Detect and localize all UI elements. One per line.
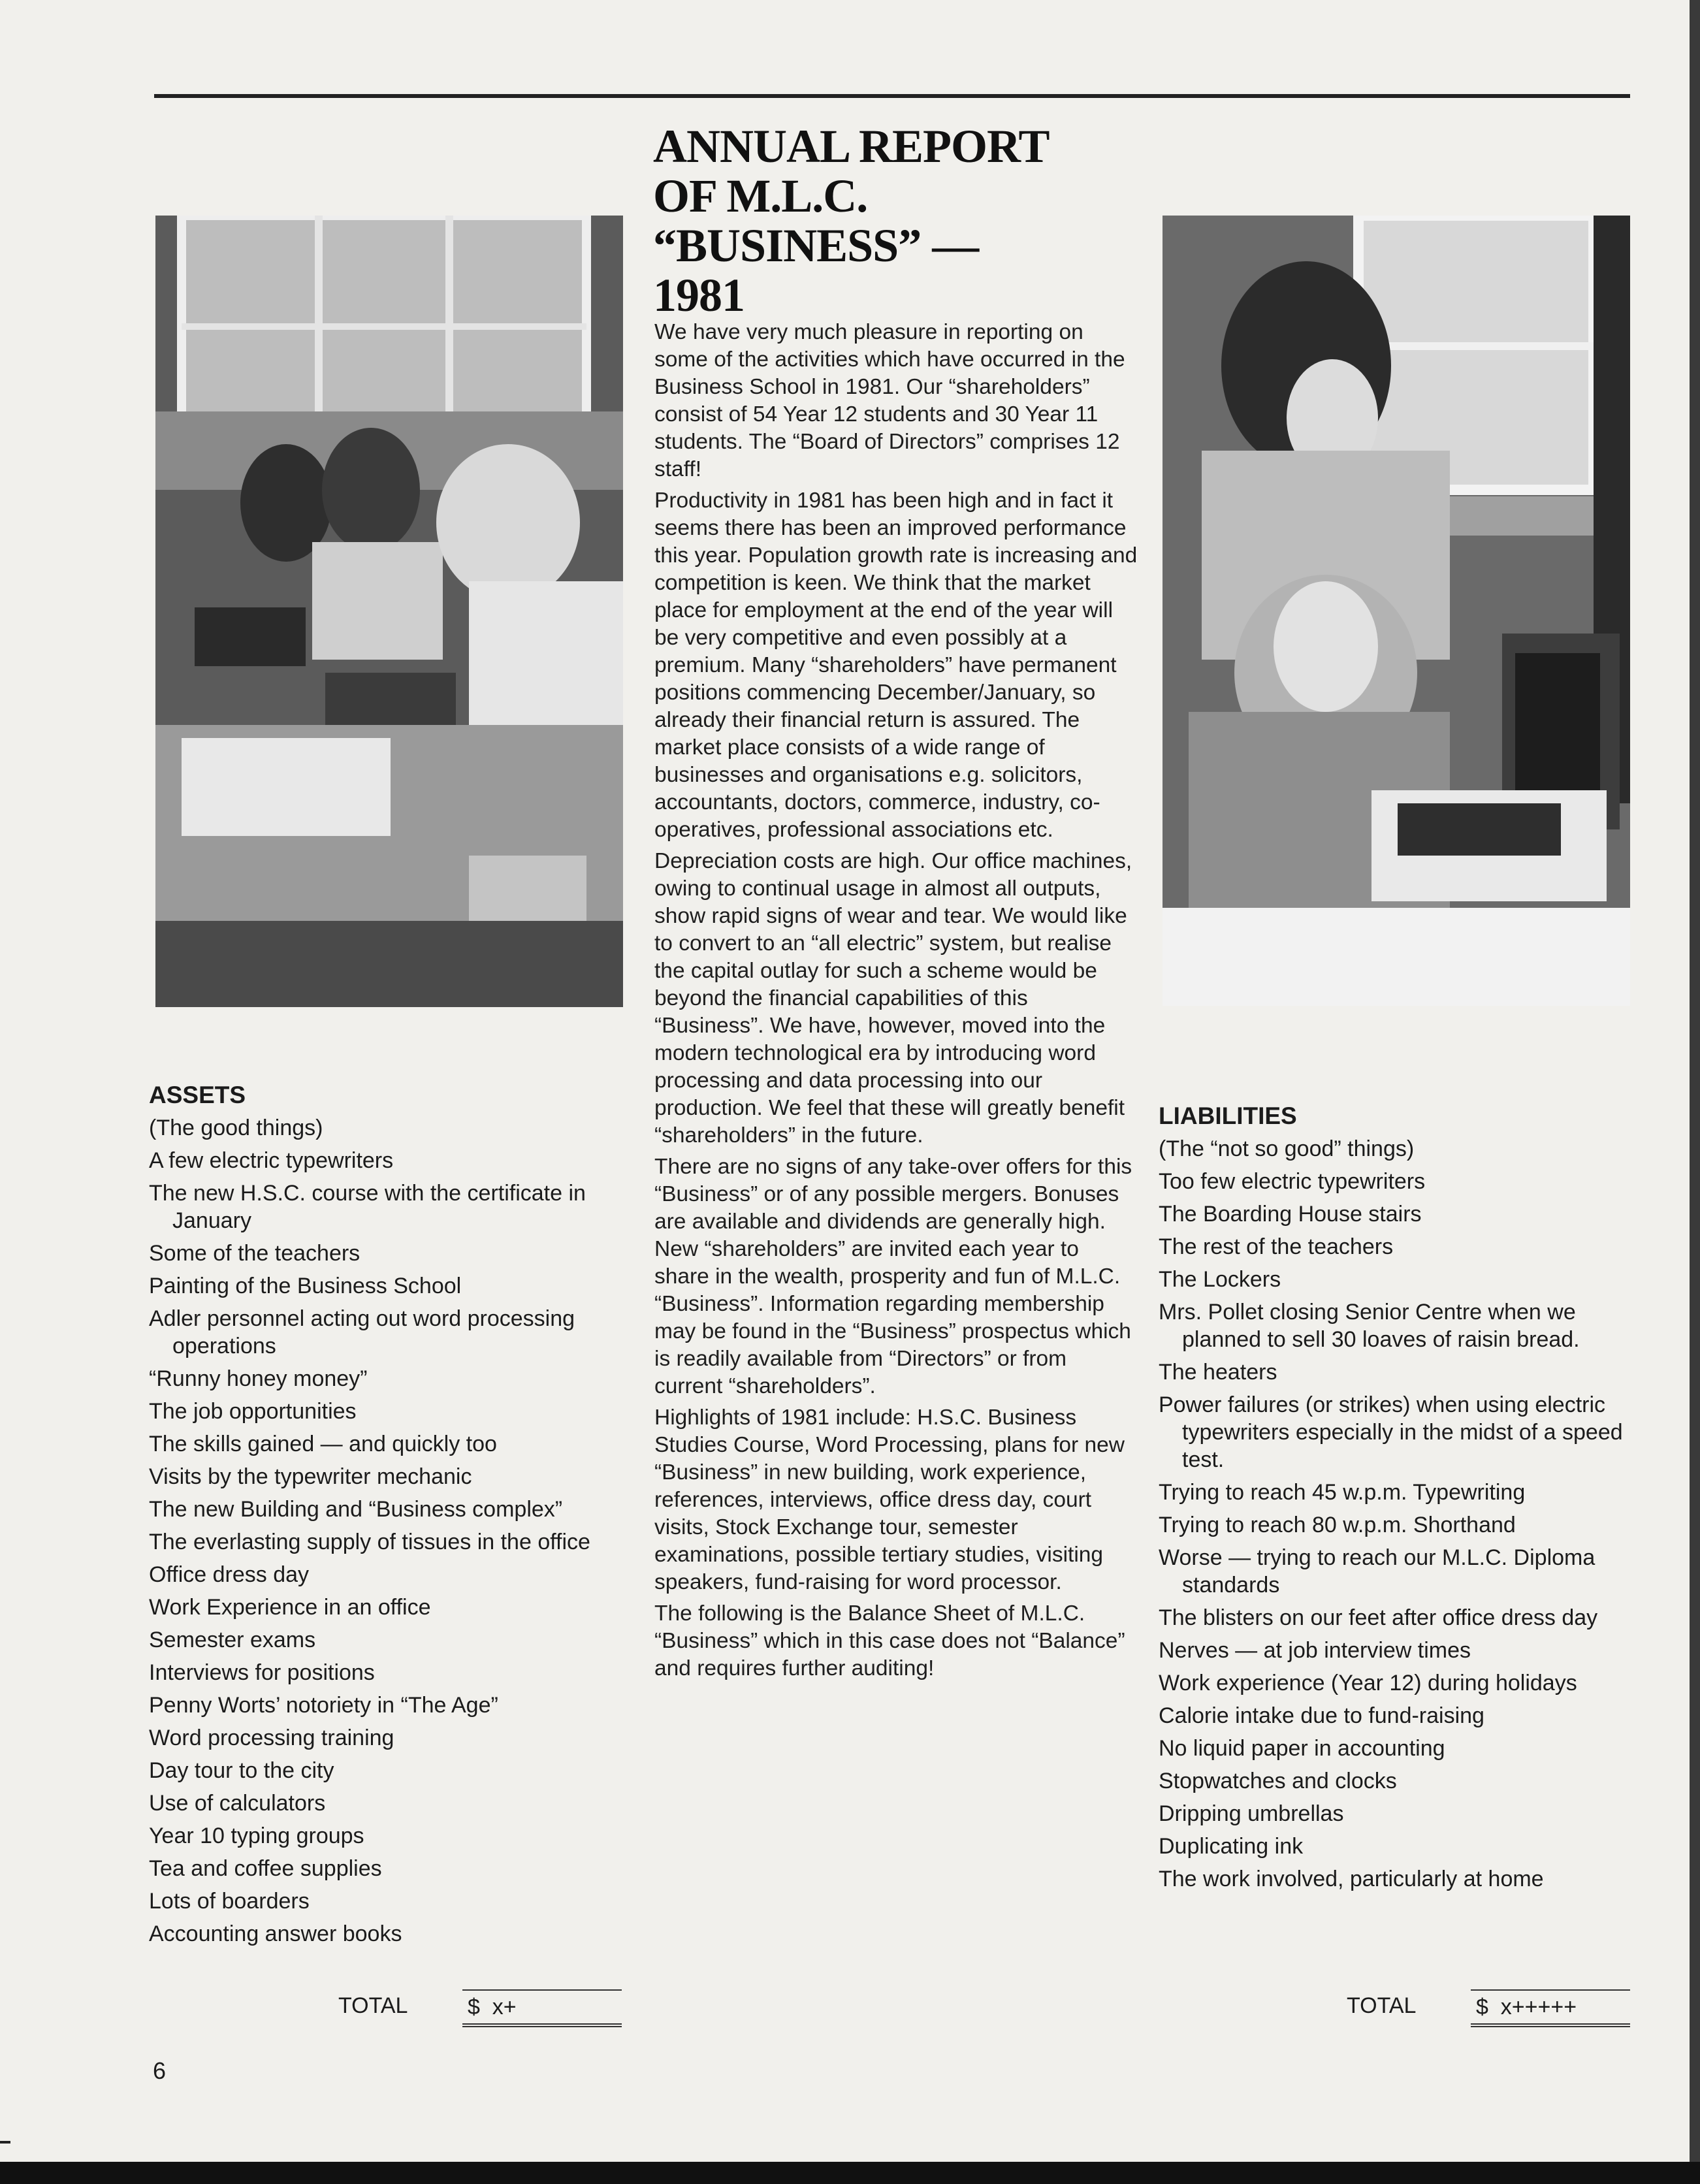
photo-word-processor: [1163, 216, 1630, 1006]
liabilities-total-label: TOTAL: [1347, 1993, 1417, 2018]
list-item: The job opportunities: [149, 1399, 357, 1424]
list-item: Tea and coffee supplies: [149, 1856, 382, 1881]
liabilities-total: [1347, 1989, 1634, 2029]
list-item: The heaters: [1159, 1360, 1277, 1385]
list-item: Visits by the typewriter mechanic: [149, 1464, 472, 1489]
list-item: Work experience (Year 12) during holidays: [1159, 1671, 1577, 1695]
body-paragraph: Productivity in 1981 has been high and in fact it seems there has been an improved performance this year. Population growth rate is increasing and competition is keen. We think that the market place for employment at the end of the year will be very competitive and even possibly at a premium. Many “shareholders” have permanent positions commencing December/January, so already their financial return is assured. The market place consists of a wide range of businesses and organisations e.g. solicitors, accountants, doctors, commerce, industry, co-operatives, professional associations etc.: [654, 489, 1138, 842]
liabilities-total-value: $ x+++++: [1476, 1995, 1577, 2019]
assets-list: [149, 1079, 626, 1953]
scan-bottom-border: [0, 2162, 1700, 2184]
top-rule: [154, 94, 1630, 98]
list-item: Semester exams: [149, 1628, 316, 1652]
list-item: Some of the teachers: [149, 1241, 361, 1266]
list-item: Power failures (or strikes) when using electric typewriters especially in the midst of a speed test.: [1159, 1392, 1623, 1472]
list-item: Mrs. Pollet closing Senior Centre when we planned to sell 30 loaves of raisin bread.: [1159, 1300, 1580, 1352]
list-item: Penny Worts’ notoriety in “The Age”: [149, 1693, 498, 1718]
list-item: (The “not so good” things): [1159, 1136, 1415, 1161]
list-item: The work involved, particularly at home: [1159, 1867, 1544, 1891]
list-item: (The good things): [149, 1116, 323, 1140]
assets-total-amount: [462, 1989, 622, 2027]
list-item: Office dress day: [149, 1562, 310, 1587]
list-item: Stopwatches and clocks: [1159, 1769, 1397, 1793]
photo-typing-class: [155, 216, 623, 1007]
liabilities-total-amount: [1471, 1989, 1630, 2027]
list-item: The rest of the teachers: [1159, 1234, 1394, 1259]
list-item: Year 10 typing groups: [149, 1823, 364, 1848]
list-item: Interviews for positions: [149, 1660, 375, 1685]
list-item: Dripping umbrellas: [1159, 1801, 1344, 1826]
page-number: 6: [153, 2057, 167, 2084]
list-item: Accounting answer books: [149, 1921, 402, 1946]
list-item: Painting of the Business School: [149, 1274, 462, 1298]
assets-heading: ASSETS: [149, 1082, 246, 1108]
photo-word-processor-image: [1163, 216, 1630, 1006]
liabilities-heading: LIABILITIES: [1159, 1102, 1297, 1129]
title-line-1: ANNUAL REPORT: [653, 120, 1050, 172]
liabilities-list: [1159, 1100, 1642, 1898]
list-item: Nerves — at job interview times: [1159, 1638, 1471, 1663]
list-item: Duplicating ink: [1159, 1834, 1304, 1859]
list-item: Word processing training: [149, 1726, 394, 1750]
body-paragraph: Depreciation costs are high. Our office machines, owing to continual usage in almost all outputs, show rapid signs of wear and tear. We would like to convert to an “all electric” system, but realise the capital outlay for such a scheme would be beyond the financial capabilities of this “Business”. We have, however, moved into the modern technological era by introducing word processing and data processing into our production. We feel that these will greatly benefit “shareholders” in the future.: [654, 849, 1132, 1148]
list-item: Adler personnel acting out word processing operations: [149, 1306, 575, 1358]
list-item: Use of calculators: [149, 1791, 326, 1816]
list-item: The blisters on our feet after office dress day: [1159, 1605, 1598, 1630]
article-title: [653, 121, 1149, 320]
list-item: The everlasting supply of tissues in the office: [149, 1530, 590, 1554]
list-item: The skills gained — and quickly too: [149, 1432, 497, 1456]
article-body: [654, 319, 1138, 1686]
list-item: The new Building and “Business complex”: [149, 1497, 563, 1522]
body-paragraph: Highlights of 1981 include: H.S.C. Business Studies Course, Word Processing, plans for new “Business” in new building, work experience, references, interviews, office dress day, court visits, Stock Exchange tour, semester examinations, possible tertiary studies, visiting speakers, fund-raising for word processor.: [654, 1405, 1125, 1594]
list-item: Trying to reach 45 w.p.m. Typewriting: [1159, 1480, 1526, 1505]
assets-total-value: $ x+: [468, 1995, 517, 2019]
body-paragraph: There are no signs of any take-over offers for this “Business” or of any possible mergers. Bonuses are available and dividends are generally high. New “shareholders” are invited each year to share in the wealth, prosperity and fun of M.L.C. “Business”. Information regarding membership may be found in the “Business” prospectus which is readily available from “Directors” or from current “shareholders”.: [654, 1155, 1132, 1398]
page-edge-shadow: [1690, 0, 1700, 2162]
list-item: Too few electric typewriters: [1159, 1169, 1426, 1194]
scan-mark: [0, 2141, 10, 2144]
list-item: Trying to reach 80 w.p.m. Shorthand: [1159, 1513, 1516, 1537]
list-item: The Boarding House stairs: [1159, 1202, 1422, 1227]
body-paragraph: The following is the Balance Sheet of M.L.C. “Business” which in this case does not “Balance” and requires further auditing!: [654, 1601, 1125, 1680]
body-paragraph: We have very much pleasure in reporting on some of the activities which have occurred in the Business School in 1981. Our “shareholders” consist of 54 Year 12 students and 30 Year 11 students. The “Board of Directors” comprises 12 staff!: [654, 320, 1125, 481]
list-item: Calorie intake due to fund-raising: [1159, 1703, 1484, 1728]
list-item: Worse — trying to reach our M.L.C. Diploma standards: [1159, 1545, 1596, 1598]
list-item: No liquid paper in accounting: [1159, 1736, 1445, 1761]
list-item: The new H.S.C. course with the certificate in January: [149, 1181, 586, 1233]
title-line-2: OF M.L.C.: [653, 170, 868, 222]
list-item: Day tour to the city: [149, 1758, 334, 1783]
list-item: A few electric typewriters: [149, 1148, 394, 1173]
assets-total: [338, 1989, 626, 2029]
title-line-4: 1981: [653, 269, 745, 321]
list-item: Work Experience in an office: [149, 1595, 431, 1620]
list-item: “Runny honey money”: [149, 1366, 368, 1391]
list-item: The Lockers: [1159, 1267, 1281, 1292]
photo-typing-class-image: [155, 216, 623, 1007]
assets-total-label: TOTAL: [338, 1993, 408, 2018]
list-item: Lots of boarders: [149, 1889, 310, 1914]
title-line-3: “BUSINESS” —: [653, 219, 979, 272]
